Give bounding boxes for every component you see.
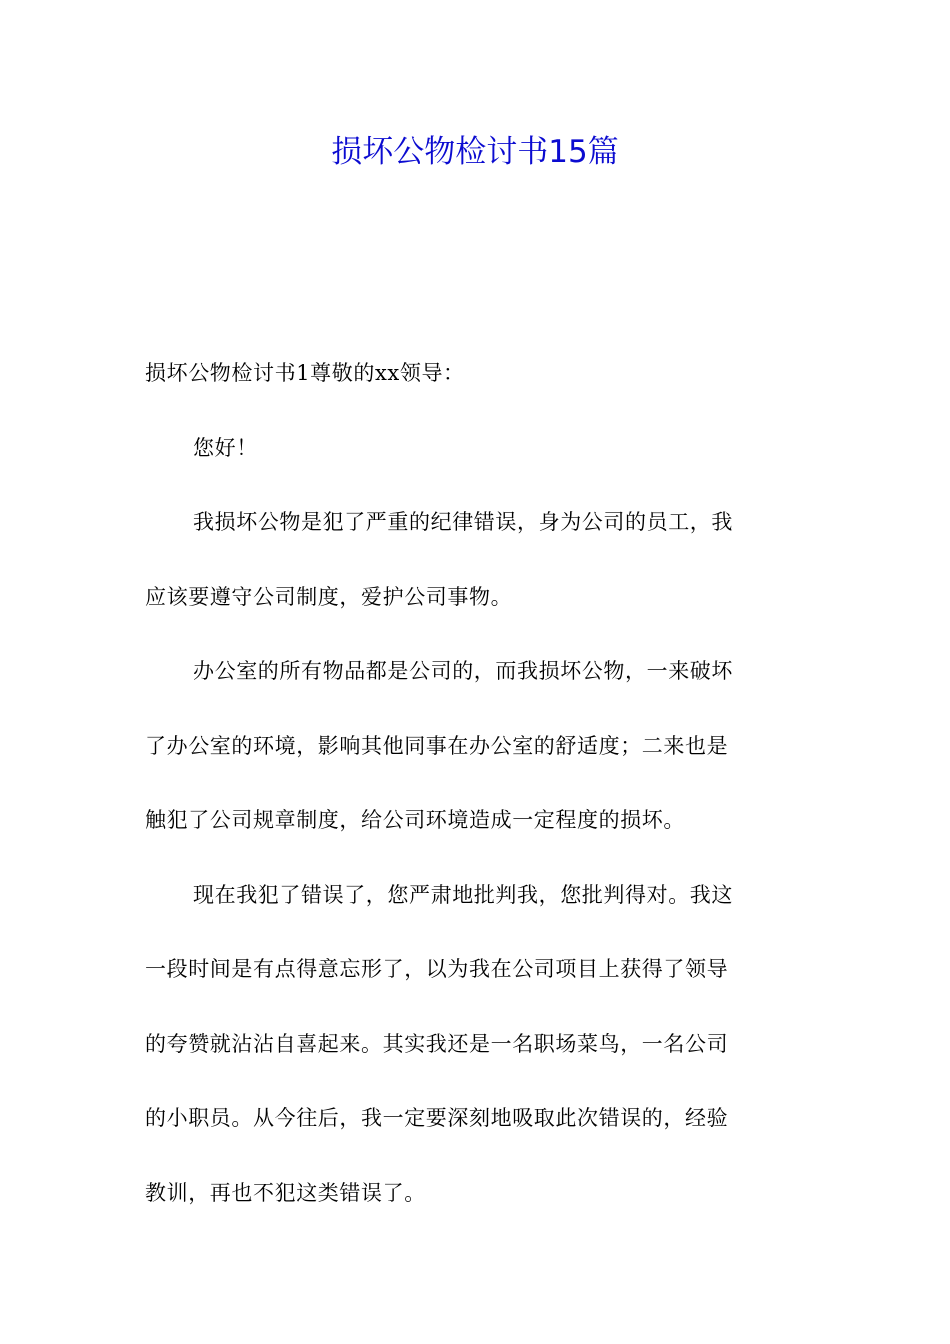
paragraph-2-line-1: 办公室的所有物品都是公司的，而我损坏公物，一来破坏 xyxy=(193,659,733,683)
paragraph-3-line-5: 教训，再也不犯这类错误了。 xyxy=(145,1180,426,1205)
greeting-line: 您好！ xyxy=(193,435,258,460)
document-body xyxy=(145,336,805,1230)
paragraph-3-line-1: 现在我犯了错误了，您严肃地批判我，您批判得对。我这 xyxy=(193,882,733,907)
paragraph-2-line-2: 了办公室的环境，影响其他同事在办公室的舒适度；二来也是 xyxy=(145,733,729,758)
paragraph-2-line-3: 触犯了公司规章制度，给公司环境造成一定程度的损坏。 xyxy=(145,808,685,832)
document-title: 损坏公物检讨书15篇 xyxy=(331,134,619,170)
paragraph-1-line-1: 我损坏公物是犯了严重的纪律错误，身为公司的员工，我 xyxy=(193,510,733,534)
paragraph-3-line-3: 的夸赞就沾沾自喜起来。其实我还是一名职场菜鸟，一名公司 xyxy=(145,1031,729,1056)
paragraph-3-line-2: 一段时间是有点得意忘形了，以为我在公司项目上获得了领导 xyxy=(145,957,729,981)
paragraph-1-line-2: 应该要遵守公司制度，爱护公司事物。 xyxy=(145,584,513,609)
paragraph-3-line-4: 的小职员。从今往后，我一定要深刻地吸取此次错误的，经验 xyxy=(145,1106,729,1130)
salutation-line: 损坏公物检讨书1尊敬的xx领导： xyxy=(145,361,465,385)
